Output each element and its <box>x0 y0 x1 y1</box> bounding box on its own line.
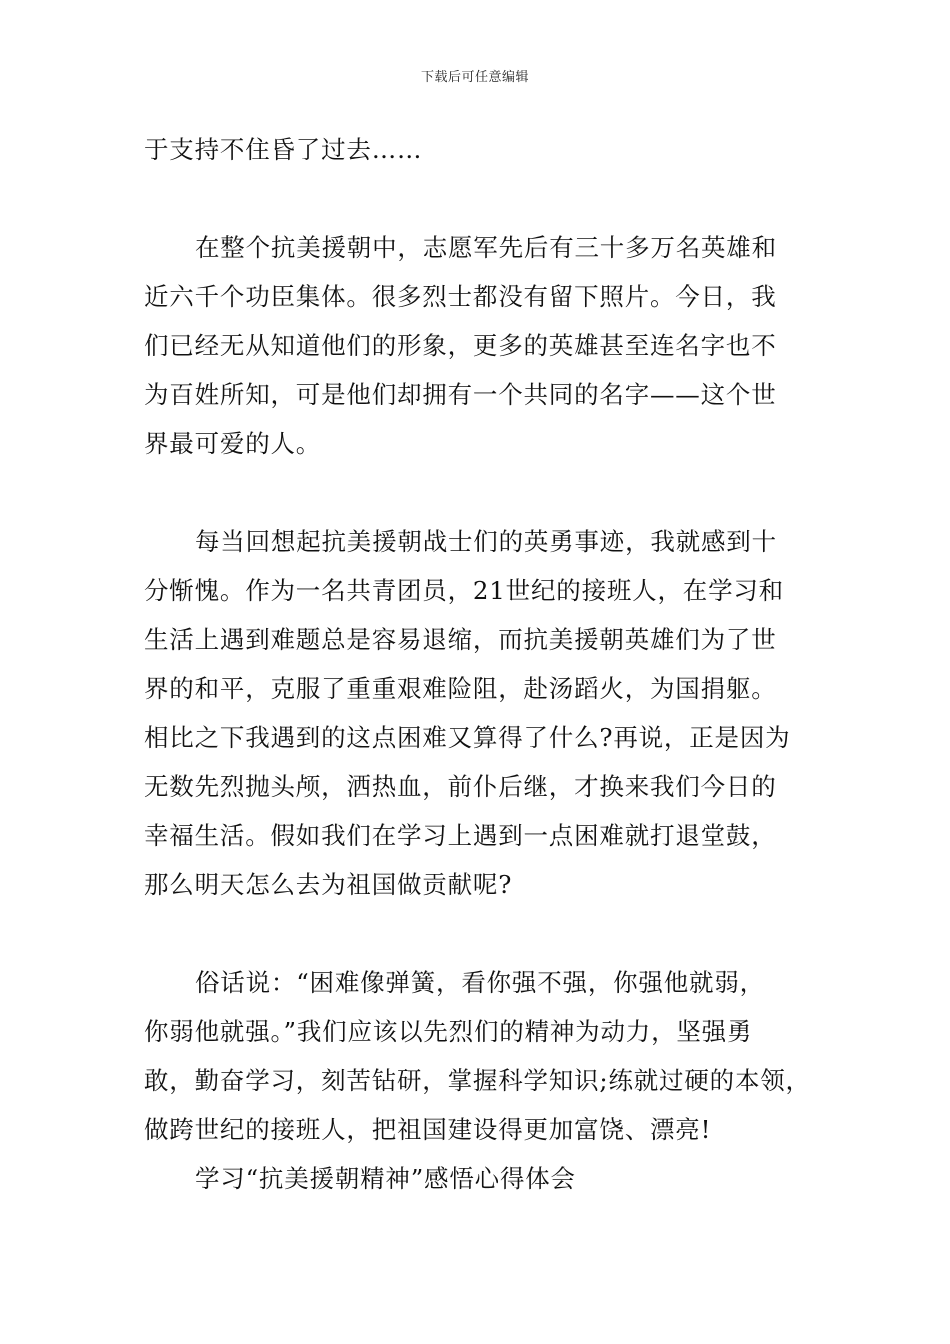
paragraph-line: 敢，勤奋学习，刻苦钻研，掌握科学知识;练就过硬的本领， <box>144 1066 811 1095</box>
paragraph-gap <box>144 468 824 517</box>
paragraph-line: 在整个抗美援朝中，志愿军先后有三十多万名英雄和 <box>195 233 777 262</box>
paragraph-line: 幸福生活。假如我们在学习上遇到一点困难就打退堂鼓， <box>144 821 777 850</box>
paragraph-line: 无数先烈抛头颅，洒热血，前仆后继，才换来我们今日的 <box>144 772 777 801</box>
section-title: 学习“抗美援朝精神”感悟心得体会 <box>195 1164 576 1193</box>
paragraph-line: 俗话说：“困难像弹簧，看你强不强，你强他就弱， <box>195 968 765 997</box>
paragraph-line: 你弱他就强。”我们应该以先烈们的精神为动力，坚强勇 <box>144 1017 753 1046</box>
paragraph-line: 界最可爱的人。 <box>144 429 322 458</box>
paragraph-line: 那么明天怎么去为祖国做贡献呢? <box>144 870 513 899</box>
header-note: 下载后可任意编辑 <box>420 70 529 85</box>
paragraph-line: 分惭愧。作为一名共青团员，21世纪的接班人，在学习和 <box>144 576 784 605</box>
paragraph-line: 生活上遇到难题总是容易退缩，而抗美援朝英雄们为了世 <box>144 625 777 654</box>
paragraph-line: 为百姓所知，可是他们却拥有一个共同的名字——这个世 <box>144 380 777 409</box>
paragraph-line: 每当回想起抗美援朝战士们的英勇事迹，我就感到十 <box>195 527 777 556</box>
document-body <box>144 125 824 1203</box>
paragraph-line: 们已经无从知道他们的形象，更多的英雄甚至连名字也不 <box>144 331 777 360</box>
paragraph-line: 界的和平，克服了重重艰难险阻，赴汤蹈火，为国捐躯。 <box>144 674 777 703</box>
paragraph-line: 于支持不住昏了过去…… <box>144 135 423 164</box>
paragraph-line: 做跨世纪的接班人，把祖国建设得更加富饶、漂亮! <box>144 1115 712 1144</box>
paragraph-gap <box>144 909 824 958</box>
paragraph-line: 相比之下我遇到的这点困难又算得了什么?再说，正是因为 <box>144 723 791 752</box>
paragraph-line: 近六千个功臣集体。很多烈士都没有留下照片。今日，我 <box>144 282 777 311</box>
paragraph-gap <box>144 174 824 223</box>
